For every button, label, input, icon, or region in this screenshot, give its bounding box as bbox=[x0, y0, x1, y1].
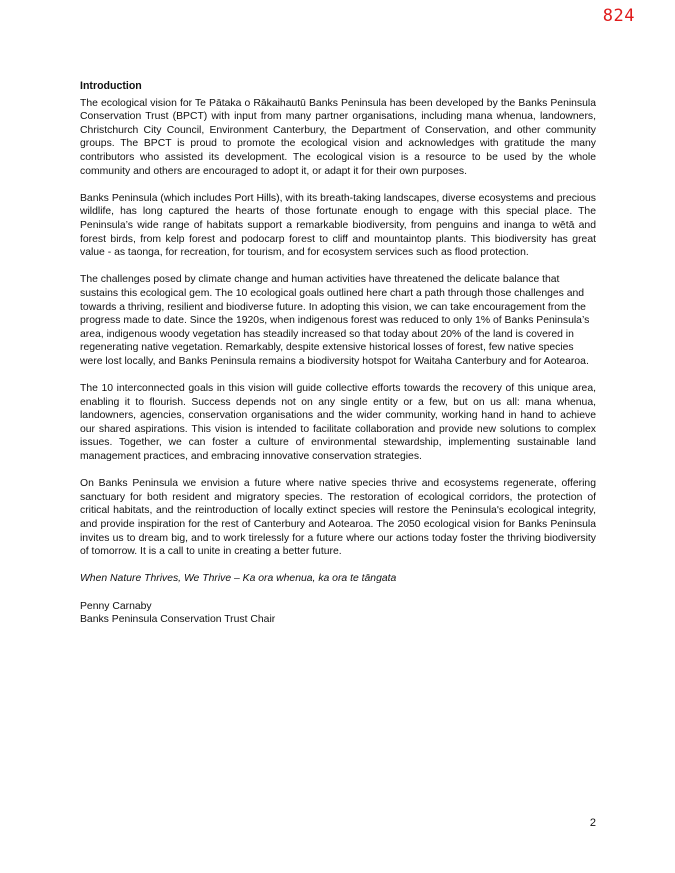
document-stamp-number: 824 bbox=[602, 6, 635, 26]
page-number: 2 bbox=[589, 817, 596, 829]
section-heading: Introduction bbox=[80, 80, 142, 92]
signatory-title: Banks Peninsula Conservation Trust Chair bbox=[80, 614, 276, 626]
paragraph-future-vision: On Banks Peninsula we envision a future where native species thrive and ecosystems regenerate, offering sanctuary for both resident and migratory species. The restoration of ecological corridors, the protection of critical habitats, and the reintroduction of locally extinct species will restore the Peninsula's ecological integrity, and provide inspiration for the rest of Canterbury and Aotearoa. The 2050 ecological vision for Banks Peninsula invites us to dream big, and to work tirelessly for a future where our actions today foster the thriving biodiversity of tomorrow. It is a call to unite in creating a better future. bbox=[80, 478, 596, 558]
closing-quote: When Nature Thrives, We Thrive – Ka ora whenua, ka ora te tāngata bbox=[80, 573, 397, 585]
paragraph-vision-development: The ecological vision for Te Pātaka o Rākaihautū Banks Peninsula has been developed by the Banks Peninsula Conservation Trust (BPCT) with input from many partner organisations, including mana whenua, landowners, Christchurch City Council, Environment Canterbury, the Department of Conservation, and other community groups. The BPCT is proud to promote the ecological vision and acknowledges with gratitude the many contributors who assisted its development. The ecological vision is a resource to be used by the whole community and others are encouraged to adopt it, or adapt it for their own purposes. bbox=[80, 97, 596, 177]
paragraph-challenges: The challenges posed by climate change and human activities have threatened the delicate balance that sustains this ecological gem. The 10 ecological goals outlined here chart a path through those challenges and towards a thriving, resilient and biodiverse future. In adopting this vision, we can take encouragement from the progress made to date. Since the 1920s, when indigenous forest was reduced to only 1% of Banks Peninsula’s area, indigenous woody vegetation has steadily increased so that today about 20% of the land is covered in regenerating native vegetation. Remarkably, despite extensive historical losses of forest, few native species were lost locally, and Banks Peninsula remains a biodiversity hotspot for Waitaha Canterbury and for Aotearoa. bbox=[80, 274, 590, 367]
paragraph-interconnected-goals: The 10 interconnected goals in this vision will guide collective efforts towards the recovery of this unique area, enabling it to flourish. Success depends not on any single entity or a few, but on us all: mana whenua, landowners, agencies, conservation organisations and the wider community, working hand in hand to achieve our shared aspirations. This vision is intended to facilitate collaboration and provide new solutions to complex issues. Together, we can foster a culture of environmental stewardship, implementing sustainable land management practices, and embracing innovative conservation strategies. bbox=[80, 383, 596, 463]
introduction-section bbox=[80, 80, 596, 627]
paragraph-peninsula-biodiversity: Banks Peninsula (which includes Port Hills), with its breath-taking landscapes, diverse ecosystems and precious wildlife, has long captured the hearts of those fortunate enough to engage with this special place. The Peninsula’s wide range of habitats support a remarkable biodiversity, from penguins and inanga to wētā and forest birds, from kelp forest and podocarp forest to cliff and mountaintop plants. This biodiversity has great value - as taonga, for recreation, for tourism, and for ecosystem services such as flood protection. bbox=[80, 192, 596, 259]
signatory-name: Penny Carnaby bbox=[80, 600, 152, 612]
